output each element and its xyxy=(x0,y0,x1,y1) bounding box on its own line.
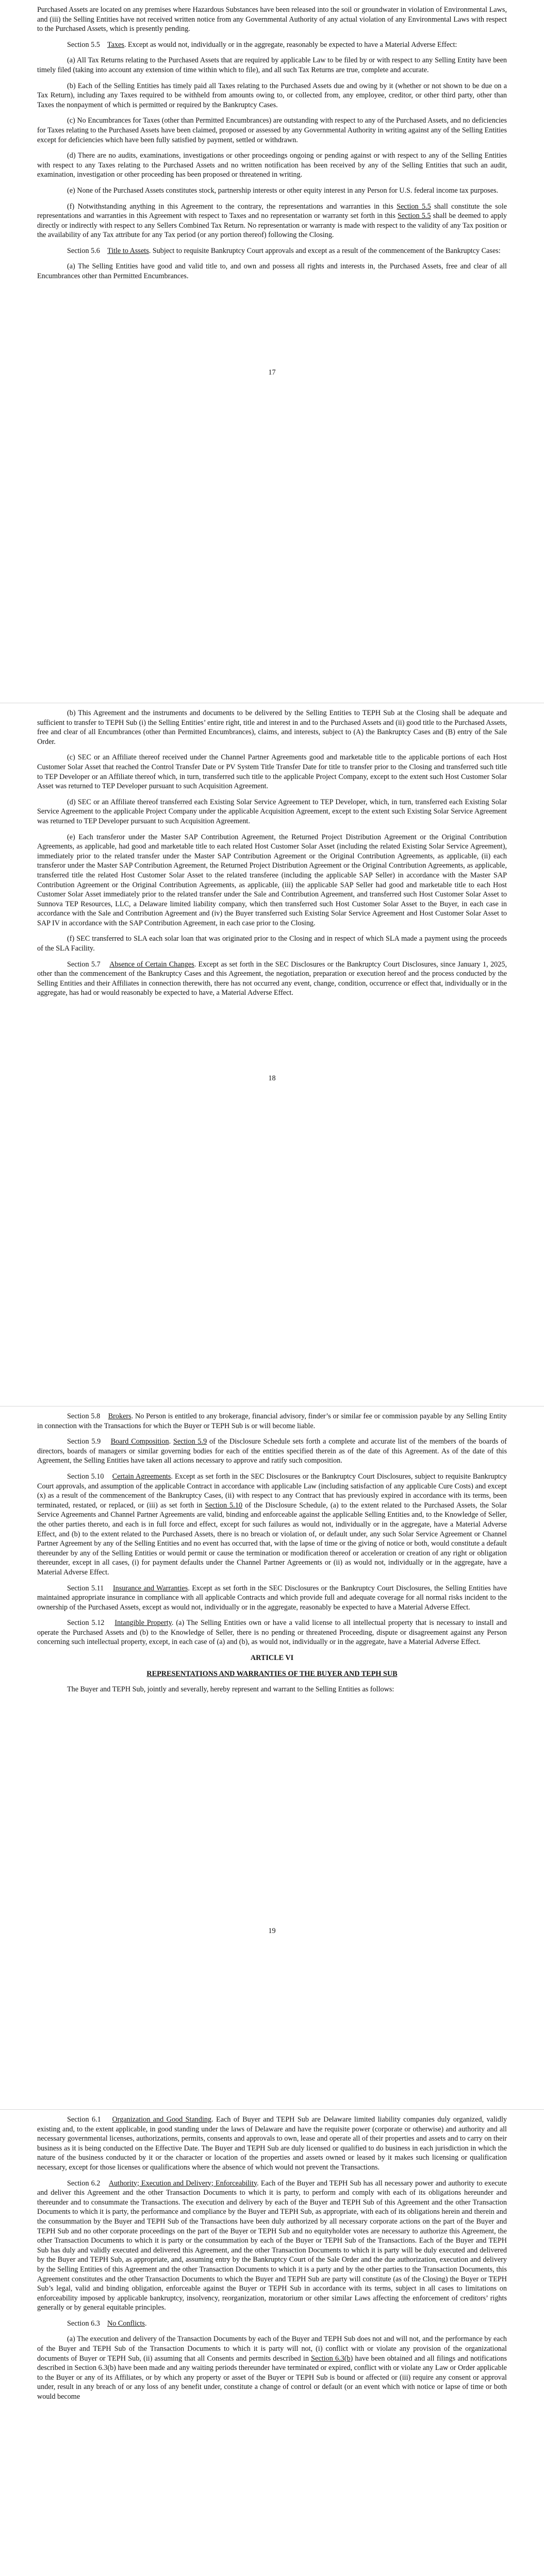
section-5-10 xyxy=(37,1472,507,1578)
section-text: . Each of Buyer and TEPH Sub are Delaware limited liability companies duly organized, validly existing and, to the extent applicable, in good standing under the laws of Delaware and have the requisite power (corporate or otherwise) and authority and all necessary governmental licenses, authorizations, permits, consents and approvals to own, lease and operate all of their properties and assets and to carry on their business as it is being conducted on the Effective Date. The Buyer and TEPH Sub are duly licensed or qualified to do business in each jurisdiction in which the nature of the business conducted by it or the character or location of the properties and assets owned or leased by it makes such licensing or qualification necessary, except for those licenses or qualifications where the absence of which would not prevent the Transactions. xyxy=(37,2115,507,2172)
section-6-3 xyxy=(37,2319,507,2329)
section-text: . Subject to requisite Bankruptcy Court approvals and except as a result of the commencement of the Bankruptcy Cases: xyxy=(149,246,501,255)
page-number: 18 xyxy=(268,1074,276,1082)
section-number: Section 5.6 xyxy=(67,246,100,255)
section-5-5 xyxy=(37,40,507,50)
clause-5-5-b: (b) Each of the Selling Entities has timely paid all Taxes relating to the Purchased Assets due and owing by it (whether or not shown to be due on a Tax Return), including any Taxes required to be withheld from amounts owing to, or collected from, any employee, creditor, or other third party, other than Taxes the nonpayment of which is permitted or required by the Bankruptcy Cases. xyxy=(37,81,507,109)
clause-5-6-e: (e) Each transferor under the Master SAP Contribution Agreement, the Returned Project Distribution Agreement or the Original Contribution Agreements, as applicable, had good and marketable title to each related Host Customer Solar Asset (including the related Existing Solar Service Agreement), immediately prior to the related transfer under the Master SAP Contribution Agreement or the Original Contribution Agreements, as applicable, (ii) each transferor under the Master SAP Contribution Agreement, the Returned Project Distribution Agreement or the Original Contribution Agreements, as applicable, transferred title the related Host Customer Solar Asset to the related transferee (including the applicable SAP Seller) in accordance with the Master SAP Contribution Agreement or the Original Contribution Agreements, as applicable, (iii) the applicable SAP Seller had good and marketable title to each Host Customer Solar Asset immediately prior to the related transfer under the Sale and Contribution Agreement, and transferred such Host Customer Solar Asset to Sunnova TEP Resources, LLC, a Delaware limited liability company, which then transferred such Host Customer Solar Asset to the Buyer, in each case in accordance with the Sale and Contribution Agreement and (iv) the Buyer transferred such Existing Solar Service Agreement and Host Customer Solar Asset to SAP IV in accordance with the SAP Contribution Agreement, in each case prior to the Closing. xyxy=(37,833,507,927)
section-5-7 xyxy=(37,960,507,998)
section-title: Certain Agreements xyxy=(112,1472,171,1481)
clause-5-6-f: (f) SEC transferred to SLA each solar loan that was originated prior to the Closing and in respect of which SLA made a payment using the proceeds of the SLA Facility. xyxy=(37,935,507,953)
section-reference: Section 5.5 xyxy=(398,212,431,221)
section-5-12 xyxy=(37,1618,507,1647)
section-text: . Except as set forth in the SEC Disclosures or the Bankruptcy Court Disclosures, since January 1, 2025, other than the commencement of the Bankruptcy Cases and this Agreement, the negotiation, preparation or execution hereof and the process conducted by the Selling Entities and their Affiliates in connection therewith, there has not occurred any event, change, condition, occurrence or effect that, individually or in the aggregate, has had or would reasonably be expected to have, a Material Adverse Effect. xyxy=(37,960,507,997)
section-reference: Section 5.10 xyxy=(205,1501,243,1510)
section-text: . Each of the Buyer and TEPH Sub has all necessary power and authority to execute and deliver this Agreement and the other Transaction Documents to which it is party, to perform and comply with each of its obligations hereunder and thereunder and to consummate the Transactions. The execution and delivery by each of the Buyer and TEPH Sub of this Agreement and the other Transaction Documents to which it is party, the performance and compliance by the Buyer and TEPH Sub, as appropriate, with each of its obligations herein and therein and the consummation by the Buyer and TEPH Sub of the Transactions have been duly authorized by all necessary corporate actions on the part of the Buyer and TEPH Sub and no other corporate proceedings on the part of the Buyer or TEPH Sub and no equityholder votes are necessary to authorize this Agreement, the other Transaction Documents to which it is party or the consummation by each of the Buyer or TEPH Sub of the Transactions. Each of the Buyer and TEPH Sub has duly and validly executed and delivered this Agreement, and the other Transaction Documents to which it is party will be duly executed and delivered by the Buyer and TEPH Sub, as appropriate, and, assuming entry by the Bankruptcy Court of the Sale Order and the due authorization, execution and delivery by the Selling Entities of this Agreement and the other Transaction Documents to which it is a party and by the other parties to the Transaction Documents, this Agreement constitutes and the other Transaction Documents to which the Buyer and TEPH Sub are party will constitute (as of the Closing) the Buyer or TEPH Sub’s legal, valid and binding obligation, enforceable against the Buyer or TEPH Sub in accordance with its terms, subject in all cases to limitations on enforceability imposed by applicable bankruptcy, insolvency, reorganization, moratorium or other similar Laws affecting the enforcement of creditors’ rights generally or by general equitable principles. xyxy=(37,2179,507,2312)
document-page-18 xyxy=(0,703,544,1406)
section-5-11 xyxy=(37,1584,507,1613)
section-text: . xyxy=(144,2319,147,2328)
section-title: Organization and Good Standing xyxy=(112,2115,212,2124)
section-number: Section 5.10 xyxy=(67,1472,104,1481)
section-5-8 xyxy=(37,1412,507,1431)
section-text: of the Disclosure Schedule, (a) to the extent related to the Purchased Assets, the Solar Service Agreements and Channel Partner Agreements are valid, binding and enforceable against the applicable Selling Entities and, to the Knowledge of Seller, the other parties thereto, and each is in full force and effect, except for such failures as would not, individually or in the aggregate, have a Material Adverse Effect, and (b) to the extent related to the Purchased Assets, there is no breach or violation of, or default under, any such Solar Service Agreement or Channel Partner Agreement by any of the Selling Entities and no event has occurred that, with the lapse of time or the giving of notice or both, would constitute a default thereunder by any of the Selling Entities or would permit or cause the termination or modification thereof or acceleration or creation of any right or obligation thereunder, except in all cases, (i) for payment defaults under the Channel Partner Agreements or (ii) as would not, individually or in the aggregate, have a Material Adverse Effect. xyxy=(37,1501,507,1577)
section-number: Section 5.7 xyxy=(67,960,101,969)
section-title: No Conflicts xyxy=(107,2319,145,2328)
clause-5-5-e: (e) None of the Purchased Assets constitutes stock, partnership interests or other equity interest in any Person for U.S. federal income tax purposes. xyxy=(67,186,499,195)
section-title: Brokers xyxy=(108,1412,131,1420)
clause-5-6-b: (b) This Agreement and the instruments and documents to be delivered by the Selling Entities to TEPH Sub at the Closing shall be adequate and sufficient to transfer to TEPH Sub (i) the Selling Entities’ entire right, title and interest in and to the Purchased Assets and (ii) good title to the Purchased Assets, free and clear of all Encumbrances (other than Permitted Encumbrances), claims, and interests, subject to (A) the Bankruptcy Cases and (B) entry of the Sale Order. xyxy=(37,709,507,746)
section-title: Title to Assets xyxy=(107,246,149,255)
clause-5-5-a: (a) All Tax Returns relating to the Purchased Assets that are required by applicable Law to be filed by or with respect to any Selling Entity have been timely filed (taking into account any extension of time within which to file), and all such Tax Returns are true, complete and accurate. xyxy=(37,56,507,74)
section-title: Authority; Execution and Delivery; Enforceability xyxy=(108,2179,257,2188)
page-number: 17 xyxy=(268,368,276,377)
section-reference: Section 5.5 xyxy=(397,202,431,211)
clause-5-6-c: (c) SEC or an Affiliate thereof received under the Channel Partner Agreements good and marketable title to the applicable portions of each Host Customer Solar Asset that reached the Control Transfer Date or PV System Title Transfer Date for title to transfer prior to the Closing and transferred such title to TEP Developer or an Affiliate thereof which, in turn, transferred such title to the applicable Project Company, except to the extent such Host Customer Solar Asset was returned to TEP Developer pursuant to such Acquisition Agreement. xyxy=(37,753,507,791)
article-intro: The Buyer and TEPH Sub, jointly and severally, hereby represent and warrant to the Selling Entities as follows: xyxy=(67,1685,394,1694)
section-text: . (a) The Selling Entities own or have a valid license to all intellectual property that is necessary to install and operate the Purchased Assets and (b) to the Knowledge of Seller, there is no pending or threatened Proceeding, dispute or disagreement against any Person concerning such intellectual property, except, in each case of (a) and (b), as would not, individually or in the aggregate, have a Material Adverse Effect. xyxy=(37,1619,507,1647)
section-number: Section 6.1 xyxy=(67,2115,101,2124)
document-page-17 xyxy=(0,0,544,703)
section-text: . Except as set forth in the SEC Disclosures or the Bankruptcy Court Disclosures, subject to requisite Bankruptcy Court approvals, and assumption of the applicable Contract in accordance with applicable Law (including satisfaction of any applicable Cure Costs) and except (x) as a result of the commencement of the Bankruptcy Cases, (ii) with respect to any Contract that has previously expired in accordance with its terms, been terminated, restated, or replaced, or (iii) as set forth in xyxy=(37,1472,507,1510)
section-number: Section 6.2 xyxy=(67,2179,101,2188)
section-title: Absence of Certain Changes xyxy=(109,960,194,969)
clause-5-5-f xyxy=(37,202,507,240)
clause-5-5-d: (d) There are no audits, examinations, investigations or other proceedings ongoing or pending against or with respect to any of the Selling Entities with respect to any Taxes relating to the Purchased Assets and no written notification has been received by any of the Selling Entities that such an audit, examination, investigation or other proceeding has been proposed or threatened in writing. xyxy=(37,151,507,179)
clause-5-6-d: (d) SEC or an Affiliate thereof transferred each Existing Solar Service Agreement to TEP Developer, which, in turn, transferred each Existing Solar Service Agreement to the applicable Project Company under the applicable Acquisition Agreement, except to the extent such Existing Solar Service Agreement was returned to TEP Developer pursuant to such Acquisition Agreement. xyxy=(37,798,507,825)
clause-text: shall be deemed to apply directly or indirectly with respect to any Sellers Combined Tax Return. No representation or warranty is made with respect to the validity of any Tax position or the availability of any Tax attribute for any Tax period (or any portion thereof) following the Closing. xyxy=(37,212,507,240)
section-text: . xyxy=(169,1437,173,1446)
section-text: . Except as set forth in the SEC Disclosures or the Bankruptcy Court Disclosures, the Selling Entities have maintained appropriate insurance in compliance with all applicable Contracts and which provide full and adequate coverage for all normal risks incident to the ownership of the Purchased Assets, except as would not, individually or in the aggregate, reasonably be expected to have a Material Adverse Effect. xyxy=(37,1584,507,1612)
section-6-1 xyxy=(37,2115,507,2173)
section-6-2 xyxy=(37,2179,507,2313)
section-number: Section 6.3 xyxy=(67,2319,100,2328)
section-number: Section 5.12 xyxy=(67,1619,105,1628)
section-5-6 xyxy=(37,246,507,256)
section-number: Section 5.8 xyxy=(67,1412,101,1420)
section-number: Section 5.5 xyxy=(67,40,100,49)
section-text: . No Person is entitled to any brokerage, financial advisory, finder’s or similar fee or commission payable by any Selling Entity in connection with the Transactions for which the Buyer or TEPH Sub is or will become liable. xyxy=(37,1412,507,1430)
clause-5-5-c: (c) No Encumbrances for Taxes (other than Permitted Encumbrances) are outstanding with respect to any of the Purchased Assets, and no deficiencies for Taxes relating to the Purchased Assets have been claimed, proposed or assessed by any Governmental Authority in writing against any of the Selling Entities except for deficiencies which have been fully satisfied by payment, settled or withdrawn. xyxy=(37,116,507,144)
clause-text: have been obtained and all filings and notifications described in Section 6.3(b) have been made and any waiting periods thereunder have terminated or expired, conflict with or violate any Law or Order applicable to the Buyer or any of its Affiliates, or by which any property or asset of the Buyer or TEPH Sub is bound or affected or (iii) require any consent or approval under, result in any breach of or any loss of any benefit under, constitute a change of control or default (or an event which with notice or lapse of time or both would become xyxy=(37,2354,507,2401)
section-title: Board Composition xyxy=(110,1437,169,1446)
paragraph-continuation: Purchased Assets are located on any premises where Hazardous Substances have been released into the soil or groundwater in violation of Environmental Laws, and (iii) the Selling Entities have not received written notice from any Governmental Authority of any actual violation of any Environmental Laws with respect to the Purchased Assets, which is presently pending. xyxy=(37,6,507,33)
clause-text: shall constitute the sole representations and warranties in this Agreement with respect to Taxes and no representation or warranty set forth in this xyxy=(37,202,507,221)
section-title: Insurance and Warranties xyxy=(112,1584,188,1592)
clause-6-3-a xyxy=(37,2334,507,2401)
section-title: Taxes xyxy=(107,40,124,49)
document-page-20 xyxy=(0,2110,544,2576)
article-title: ARTICLE VI xyxy=(250,1654,294,1663)
section-title: Intangible Property xyxy=(114,1619,172,1628)
section-number: Section 5.9 xyxy=(67,1437,101,1446)
clause-text: (a) The execution and delivery of the Transaction Documents by each of the Buyer and TEPH Sub does not and will not, and the performance by each of the Buyer and TEPH Sub of the Transaction Documents to which it is party will not, (i) conflict with or violate any provision of the organizational documents of Buyer or TEPH Sub, (ii) assuming that all Consents and permits described in xyxy=(37,2335,507,2363)
section-number: Section 5.11 xyxy=(67,1584,104,1592)
document-page-19 xyxy=(0,1406,544,2110)
page-number: 19 xyxy=(268,1927,276,1935)
section-5-9 xyxy=(37,1437,507,1466)
section-text: . Except as would not, individually or in the aggregate, reasonably be expected to have a Material Adverse Effect: xyxy=(124,40,457,49)
section-text: of the Disclosure Schedule sets forth a complete and accurate list of the members of the boards of directors, boards of managers or similar governing bodies for each of the entities specified therein as of the date of this Agreement. As of the date of this Agreement, the Selling Entities have taken all actions necessary to approve and ratify such composition. xyxy=(37,1437,507,1465)
clause-text: (f) Notwithstanding anything in this Agreement to the contrary, the representations and warranties in this xyxy=(67,202,397,211)
section-reference: Section 5.9 xyxy=(173,1437,207,1446)
section-reference: Section 6.3(b) xyxy=(311,2354,353,2363)
clause-5-6-a: (a) The Selling Entities have good and valid title to, and own and possess all rights and interests in, the Purchased Assets, free and clear of all Encumbrances other than Permitted Encumbrances. xyxy=(37,262,507,281)
article-subtitle: REPRESENTATIONS AND WARRANTIES OF THE BUYER AND TEPH SUB xyxy=(146,1669,398,1678)
